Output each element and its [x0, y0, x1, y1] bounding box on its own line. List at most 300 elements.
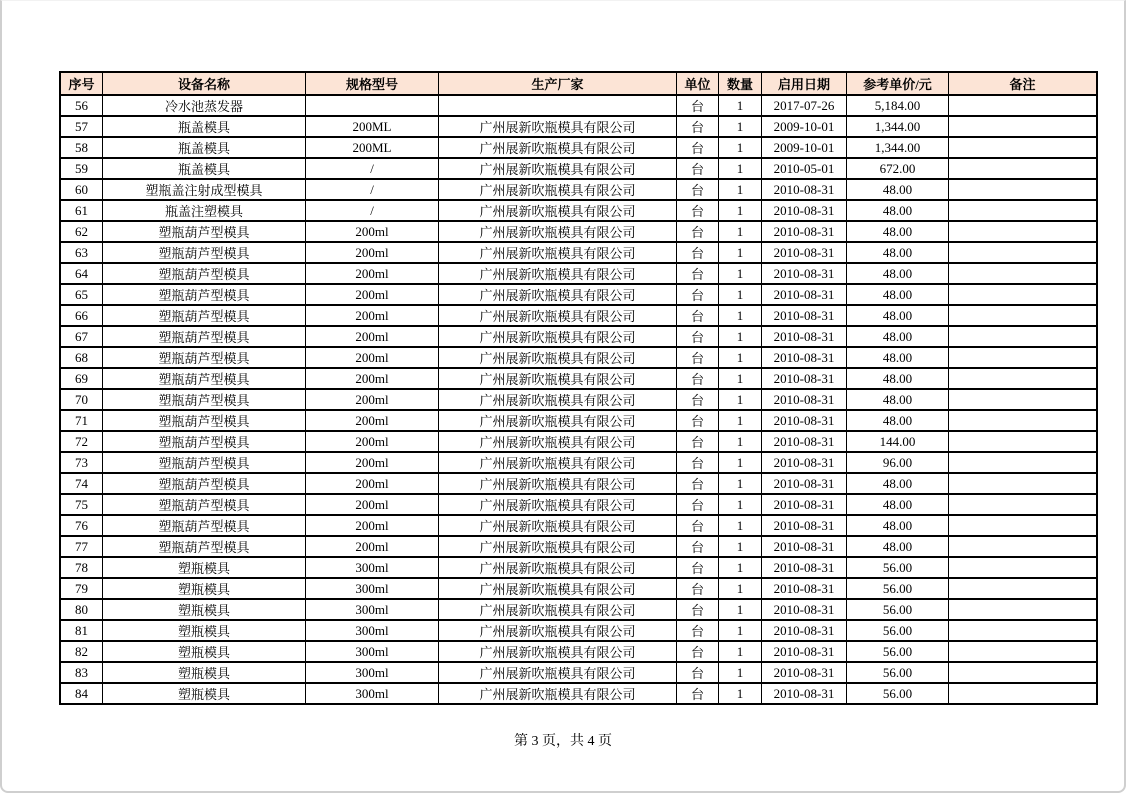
table-row: [60, 620, 1097, 641]
cell-note: [949, 326, 1098, 347]
cell-manufacturer: 广州展新吹瓶模具有限公司: [439, 620, 677, 641]
cell-note: [949, 620, 1098, 641]
column-header-manufacturer: 生产厂家: [439, 72, 677, 95]
cell-name: 塑瓶模具: [103, 599, 306, 620]
cell-manufacturer: 广州展新吹瓶模具有限公司: [439, 242, 677, 263]
cell-note: [949, 452, 1098, 473]
cell-note: [949, 578, 1098, 599]
cell-price: 1,344.00: [847, 137, 949, 158]
cell-price: 48.00: [847, 242, 949, 263]
cell-manufacturer: 广州展新吹瓶模具有限公司: [439, 200, 677, 221]
cell-date: 2010-08-31: [762, 200, 847, 221]
table-row: [60, 578, 1097, 599]
cell-price: 5,184.00: [847, 95, 949, 116]
cell-price: 96.00: [847, 452, 949, 473]
cell-spec: 200ml: [306, 410, 439, 431]
cell-unit: 台: [677, 557, 719, 578]
cell-name: 瓶盖模具: [103, 116, 306, 137]
cell-qty: 1: [719, 347, 762, 368]
cell-name: 塑瓶葫芦型模具: [103, 494, 306, 515]
column-header-unit: 单位: [677, 72, 719, 95]
cell-name: 塑瓶模具: [103, 620, 306, 641]
cell-date: 2010-08-31: [762, 284, 847, 305]
cell-seq: 78: [60, 557, 103, 578]
cell-qty: 1: [719, 683, 762, 704]
cell-spec: /: [306, 200, 439, 221]
table-row: [60, 347, 1097, 368]
cell-unit: 台: [677, 515, 719, 536]
cell-manufacturer: 广州展新吹瓶模具有限公司: [439, 662, 677, 683]
cell-seq: 63: [60, 242, 103, 263]
cell-spec: 300ml: [306, 641, 439, 662]
cell-spec: /: [306, 158, 439, 179]
cell-seq: 75: [60, 494, 103, 515]
cell-manufacturer: 广州展新吹瓶模具有限公司: [439, 326, 677, 347]
table-row: [60, 158, 1097, 179]
cell-date: 2010-08-31: [762, 536, 847, 557]
cell-name: 冷水池蒸发器: [103, 95, 306, 116]
cell-price: 48.00: [847, 494, 949, 515]
cell-spec: 200ml: [306, 452, 439, 473]
cell-spec: 200ml: [306, 515, 439, 536]
cell-date: 2010-08-31: [762, 410, 847, 431]
cell-unit: 台: [677, 599, 719, 620]
cell-seq: 71: [60, 410, 103, 431]
cell-spec: /: [306, 179, 439, 200]
cell-spec: 200ml: [306, 242, 439, 263]
table-row: [60, 179, 1097, 200]
cell-unit: 台: [677, 326, 719, 347]
cell-price: 56.00: [847, 578, 949, 599]
cell-spec: 200ML: [306, 137, 439, 158]
cell-manufacturer: 广州展新吹瓶模具有限公司: [439, 158, 677, 179]
cell-name: 塑瓶盖注射成型模具: [103, 179, 306, 200]
cell-manufacturer: 广州展新吹瓶模具有限公司: [439, 452, 677, 473]
cell-seq: 58: [60, 137, 103, 158]
cell-name: 塑瓶葫芦型模具: [103, 431, 306, 452]
cell-unit: 台: [677, 641, 719, 662]
cell-note: [949, 683, 1098, 704]
cell-price: 48.00: [847, 368, 949, 389]
cell-seq: 56: [60, 95, 103, 116]
cell-seq: 76: [60, 515, 103, 536]
cell-price: 48.00: [847, 515, 949, 536]
cell-manufacturer: [439, 95, 677, 116]
table-row: [60, 431, 1097, 452]
cell-unit: 台: [677, 158, 719, 179]
cell-price: 48.00: [847, 200, 949, 221]
cell-spec: 200ml: [306, 221, 439, 242]
cell-note: [949, 221, 1098, 242]
cell-unit: 台: [677, 389, 719, 410]
cell-spec: 200ml: [306, 389, 439, 410]
cell-name: 塑瓶葫芦型模具: [103, 263, 306, 284]
cell-seq: 73: [60, 452, 103, 473]
cell-spec: 200ml: [306, 431, 439, 452]
table-row: [60, 95, 1097, 116]
cell-seq: 82: [60, 641, 103, 662]
cell-name: 塑瓶葫芦型模具: [103, 515, 306, 536]
cell-manufacturer: 广州展新吹瓶模具有限公司: [439, 263, 677, 284]
cell-seq: 70: [60, 389, 103, 410]
cell-spec: 200ml: [306, 473, 439, 494]
cell-qty: 1: [719, 326, 762, 347]
cell-spec: 200ml: [306, 326, 439, 347]
column-header-date: 启用日期: [762, 72, 847, 95]
cell-qty: 1: [719, 116, 762, 137]
table-row: [60, 662, 1097, 683]
cell-manufacturer: 广州展新吹瓶模具有限公司: [439, 347, 677, 368]
cell-unit: 台: [677, 536, 719, 557]
cell-manufacturer: 广州展新吹瓶模具有限公司: [439, 641, 677, 662]
cell-date: 2010-08-31: [762, 599, 847, 620]
cell-note: [949, 389, 1098, 410]
cell-name: 塑瓶葫芦型模具: [103, 326, 306, 347]
cell-date: 2010-08-31: [762, 452, 847, 473]
cell-manufacturer: 广州展新吹瓶模具有限公司: [439, 599, 677, 620]
cell-spec: 300ml: [306, 620, 439, 641]
cell-price: 48.00: [847, 179, 949, 200]
cell-note: [949, 284, 1098, 305]
cell-name: 塑瓶模具: [103, 578, 306, 599]
cell-price: 48.00: [847, 473, 949, 494]
cell-name: 塑瓶葫芦型模具: [103, 389, 306, 410]
cell-price: 48.00: [847, 305, 949, 326]
cell-name: 塑瓶葫芦型模具: [103, 221, 306, 242]
cell-seq: 74: [60, 473, 103, 494]
cell-note: [949, 536, 1098, 557]
cell-note: [949, 263, 1098, 284]
cell-spec: 200ml: [306, 494, 439, 515]
cell-manufacturer: 广州展新吹瓶模具有限公司: [439, 431, 677, 452]
table-row: [60, 137, 1097, 158]
cell-seq: 81: [60, 620, 103, 641]
table-row: [60, 599, 1097, 620]
cell-unit: 台: [677, 578, 719, 599]
cell-qty: 1: [719, 536, 762, 557]
table-row: [60, 284, 1097, 305]
cell-seq: 84: [60, 683, 103, 704]
cell-qty: 1: [719, 641, 762, 662]
cell-price: 48.00: [847, 389, 949, 410]
cell-unit: 台: [677, 683, 719, 704]
cell-manufacturer: 广州展新吹瓶模具有限公司: [439, 536, 677, 557]
cell-price: 56.00: [847, 641, 949, 662]
cell-date: 2010-08-31: [762, 641, 847, 662]
cell-price: 672.00: [847, 158, 949, 179]
cell-date: 2010-05-01: [762, 158, 847, 179]
cell-qty: 1: [719, 515, 762, 536]
cell-name: 瓶盖注塑模具: [103, 200, 306, 221]
cell-qty: 1: [719, 599, 762, 620]
table-row: [60, 368, 1097, 389]
cell-unit: 台: [677, 221, 719, 242]
table-row: [60, 242, 1097, 263]
cell-spec: 200ml: [306, 347, 439, 368]
cell-name: 塑瓶葫芦型模具: [103, 347, 306, 368]
cell-note: [949, 200, 1098, 221]
cell-qty: 1: [719, 578, 762, 599]
cell-price: 1,344.00: [847, 116, 949, 137]
cell-price: 56.00: [847, 599, 949, 620]
cell-date: 2010-08-31: [762, 515, 847, 536]
cell-manufacturer: 广州展新吹瓶模具有限公司: [439, 116, 677, 137]
cell-qty: 1: [719, 137, 762, 158]
table-row: [60, 389, 1097, 410]
cell-seq: 77: [60, 536, 103, 557]
cell-date: 2010-08-31: [762, 242, 847, 263]
cell-unit: 台: [677, 347, 719, 368]
table-row: [60, 641, 1097, 662]
cell-unit: 台: [677, 263, 719, 284]
cell-date: 2010-08-31: [762, 389, 847, 410]
cell-unit: 台: [677, 95, 719, 116]
cell-seq: 64: [60, 263, 103, 284]
table-row: [60, 410, 1097, 431]
cell-unit: 台: [677, 179, 719, 200]
cell-spec: 200ML: [306, 116, 439, 137]
table-row: [60, 494, 1097, 515]
cell-spec: 300ml: [306, 662, 439, 683]
cell-note: [949, 473, 1098, 494]
cell-unit: 台: [677, 452, 719, 473]
cell-qty: 1: [719, 473, 762, 494]
cell-qty: 1: [719, 557, 762, 578]
cell-date: 2010-08-31: [762, 305, 847, 326]
cell-manufacturer: 广州展新吹瓶模具有限公司: [439, 515, 677, 536]
table-row: [60, 221, 1097, 242]
cell-qty: 1: [719, 221, 762, 242]
cell-date: 2010-08-31: [762, 326, 847, 347]
table-row: [60, 305, 1097, 326]
cell-spec: [306, 95, 439, 116]
cell-name: 塑瓶模具: [103, 662, 306, 683]
cell-note: [949, 368, 1098, 389]
cell-name: 塑瓶葫芦型模具: [103, 452, 306, 473]
cell-seq: 68: [60, 347, 103, 368]
cell-seq: 67: [60, 326, 103, 347]
cell-spec: 300ml: [306, 557, 439, 578]
cell-note: [949, 116, 1098, 137]
cell-date: 2010-08-31: [762, 683, 847, 704]
cell-date: 2009-10-01: [762, 137, 847, 158]
cell-qty: 1: [719, 494, 762, 515]
table-row: [60, 473, 1097, 494]
cell-qty: 1: [719, 158, 762, 179]
cell-unit: 台: [677, 137, 719, 158]
cell-date: 2010-08-31: [762, 473, 847, 494]
cell-date: 2009-10-01: [762, 116, 847, 137]
table-header-row: [60, 72, 1097, 95]
cell-qty: 1: [719, 368, 762, 389]
cell-date: 2010-08-31: [762, 221, 847, 242]
cell-price: 48.00: [847, 326, 949, 347]
cell-price: 48.00: [847, 221, 949, 242]
cell-qty: 1: [719, 662, 762, 683]
cell-name: 塑瓶模具: [103, 683, 306, 704]
cell-note: [949, 641, 1098, 662]
cell-name: 瓶盖模具: [103, 158, 306, 179]
cell-date: 2010-08-31: [762, 179, 847, 200]
cell-seq: 83: [60, 662, 103, 683]
cell-name: 塑瓶葫芦型模具: [103, 305, 306, 326]
cell-note: [949, 347, 1098, 368]
cell-name: 塑瓶葫芦型模具: [103, 368, 306, 389]
cell-qty: 1: [719, 179, 762, 200]
cell-qty: 1: [719, 284, 762, 305]
cell-spec: 300ml: [306, 578, 439, 599]
cell-price: 56.00: [847, 557, 949, 578]
cell-note: [949, 158, 1098, 179]
cell-note: [949, 557, 1098, 578]
cell-price: 56.00: [847, 662, 949, 683]
cell-unit: 台: [677, 662, 719, 683]
cell-unit: 台: [677, 473, 719, 494]
cell-seq: 66: [60, 305, 103, 326]
cell-unit: 台: [677, 200, 719, 221]
cell-date: 2010-08-31: [762, 368, 847, 389]
cell-price: 48.00: [847, 263, 949, 284]
column-header-qty: 数量: [719, 72, 762, 95]
cell-manufacturer: 广州展新吹瓶模具有限公司: [439, 389, 677, 410]
cell-date: 2010-08-31: [762, 620, 847, 641]
cell-unit: 台: [677, 368, 719, 389]
cell-unit: 台: [677, 410, 719, 431]
column-header-price: 参考单价/元: [847, 72, 949, 95]
cell-seq: 57: [60, 116, 103, 137]
cell-qty: 1: [719, 389, 762, 410]
cell-qty: 1: [719, 242, 762, 263]
cell-price: 144.00: [847, 431, 949, 452]
cell-seq: 60: [60, 179, 103, 200]
table-row: [60, 116, 1097, 137]
cell-seq: 59: [60, 158, 103, 179]
cell-manufacturer: 广州展新吹瓶模具有限公司: [439, 368, 677, 389]
cell-seq: 61: [60, 200, 103, 221]
column-header-seq: 序号: [60, 72, 103, 95]
table-row: [60, 515, 1097, 536]
cell-date: 2010-08-31: [762, 557, 847, 578]
cell-note: [949, 179, 1098, 200]
cell-note: [949, 410, 1098, 431]
cell-qty: 1: [719, 263, 762, 284]
cell-price: 48.00: [847, 410, 949, 431]
cell-spec: 200ml: [306, 368, 439, 389]
cell-note: [949, 662, 1098, 683]
cell-price: 48.00: [847, 347, 949, 368]
table-row: [60, 536, 1097, 557]
cell-spec: 200ml: [306, 263, 439, 284]
cell-manufacturer: 广州展新吹瓶模具有限公司: [439, 410, 677, 431]
cell-name: 塑瓶模具: [103, 641, 306, 662]
cell-price: 56.00: [847, 620, 949, 641]
cell-spec: 200ml: [306, 536, 439, 557]
table-row: [60, 263, 1097, 284]
cell-note: [949, 242, 1098, 263]
table-row: [60, 452, 1097, 473]
table-row: [60, 557, 1097, 578]
cell-manufacturer: 广州展新吹瓶模具有限公司: [439, 473, 677, 494]
cell-name: 塑瓶葫芦型模具: [103, 410, 306, 431]
cell-manufacturer: 广州展新吹瓶模具有限公司: [439, 284, 677, 305]
cell-spec: 300ml: [306, 599, 439, 620]
column-header-note: 备注: [949, 72, 1098, 95]
cell-note: [949, 95, 1098, 116]
cell-manufacturer: 广州展新吹瓶模具有限公司: [439, 221, 677, 242]
column-header-name: 设备名称: [103, 72, 306, 95]
cell-unit: 台: [677, 116, 719, 137]
cell-name: 塑瓶葫芦型模具: [103, 242, 306, 263]
cell-unit: 台: [677, 431, 719, 452]
cell-manufacturer: 广州展新吹瓶模具有限公司: [439, 557, 677, 578]
cell-manufacturer: 广州展新吹瓶模具有限公司: [439, 578, 677, 599]
cell-note: [949, 305, 1098, 326]
cell-qty: 1: [719, 305, 762, 326]
cell-unit: 台: [677, 620, 719, 641]
cell-name: 瓶盖模具: [103, 137, 306, 158]
cell-manufacturer: 广州展新吹瓶模具有限公司: [439, 179, 677, 200]
cell-qty: 1: [719, 200, 762, 221]
cell-name: 塑瓶葫芦型模具: [103, 284, 306, 305]
cell-date: 2010-08-31: [762, 431, 847, 452]
cell-name: 塑瓶葫芦型模具: [103, 473, 306, 494]
cell-date: 2010-08-31: [762, 347, 847, 368]
table-row: [60, 200, 1097, 221]
cell-date: 2017-07-26: [762, 95, 847, 116]
cell-note: [949, 494, 1098, 515]
cell-unit: 台: [677, 284, 719, 305]
cell-seq: 69: [60, 368, 103, 389]
cell-note: [949, 515, 1098, 536]
page-number-footer: 第 3 页，共 4 页: [514, 734, 612, 749]
cell-spec: 200ml: [306, 305, 439, 326]
column-header-spec: 规格型号: [306, 72, 439, 95]
cell-manufacturer: 广州展新吹瓶模具有限公司: [439, 494, 677, 515]
cell-name: 塑瓶葫芦型模具: [103, 536, 306, 557]
cell-manufacturer: 广州展新吹瓶模具有限公司: [439, 137, 677, 158]
cell-manufacturer: 广州展新吹瓶模具有限公司: [439, 305, 677, 326]
cell-note: [949, 431, 1098, 452]
cell-spec: 200ml: [306, 284, 439, 305]
cell-unit: 台: [677, 494, 719, 515]
cell-seq: 79: [60, 578, 103, 599]
table-row: [60, 683, 1097, 704]
cell-price: 48.00: [847, 284, 949, 305]
cell-date: 2010-08-31: [762, 662, 847, 683]
cell-unit: 台: [677, 305, 719, 326]
cell-unit: 台: [677, 242, 719, 263]
cell-spec: 300ml: [306, 683, 439, 704]
cell-seq: 72: [60, 431, 103, 452]
cell-note: [949, 137, 1098, 158]
cell-manufacturer: 广州展新吹瓶模具有限公司: [439, 683, 677, 704]
cell-date: 2010-08-31: [762, 494, 847, 515]
cell-seq: 80: [60, 599, 103, 620]
cell-price: 48.00: [847, 536, 949, 557]
cell-price: 56.00: [847, 683, 949, 704]
cell-seq: 62: [60, 221, 103, 242]
cell-name: 塑瓶模具: [103, 557, 306, 578]
cell-seq: 65: [60, 284, 103, 305]
cell-qty: 1: [719, 620, 762, 641]
cell-date: 2010-08-31: [762, 578, 847, 599]
cell-qty: 1: [719, 431, 762, 452]
cell-qty: 1: [719, 95, 762, 116]
table-row: [60, 326, 1097, 347]
cell-qty: 1: [719, 452, 762, 473]
cell-note: [949, 599, 1098, 620]
cell-date: 2010-08-31: [762, 263, 847, 284]
